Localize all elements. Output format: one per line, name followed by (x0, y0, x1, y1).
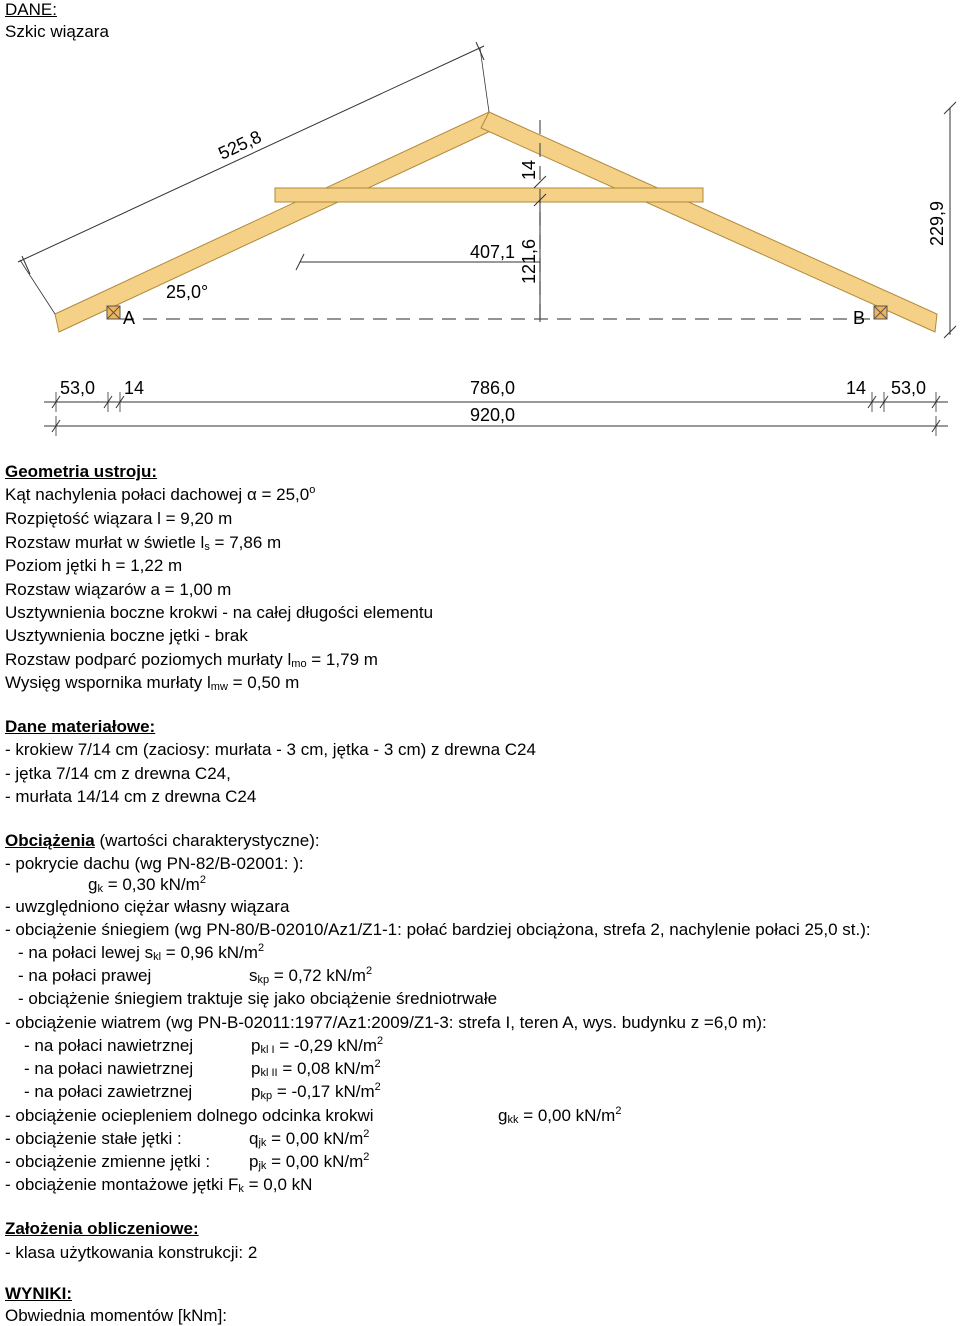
load-snow-right-label: - na połaci prawej (18, 966, 152, 985)
load-snow: - obciążenie śniegiem (wg PN-80/B-02010/Az1/Z1-1: połać bardziej obciążona, strefa 2, nachylenie połaci 25,0 st.): (5, 920, 871, 939)
geometry-angle: Kąt nachylenia połaci dachowej $\alpha = 25,0^o$ (5, 484, 316, 504)
load-roofing: - pokrycie dachu (wg PN-82/B-02001: ): (5, 854, 304, 873)
dim-collar-thickness: 14 (519, 159, 539, 180)
load-wind-1-label: - na połaci nawietrznej (24, 1036, 194, 1055)
support-a-label: A (123, 308, 136, 328)
geometry-collar-bracing: Usztywnienia boczne jętki - brak (5, 626, 248, 645)
load-collar-variable-label: - obciążenie zmienne jętki : (5, 1152, 211, 1171)
dim-left-overhang: 53,0 (60, 378, 96, 398)
results-heading: WYNIKI: (5, 1284, 73, 1303)
material-rafter: - krokiew 7/14 cm (zaciosy: murłata - 3 cm, jętka - 3 cm) z drewna C24 (5, 740, 536, 759)
load-collar-variable-value: $p_{jk} = 0,00$ $kN/m^2$ (249, 1151, 370, 1172)
geometry-plate-supports: Rozstaw podparć poziomych murłaty $l_{mo} = 1,79$ m (5, 650, 378, 670)
dim-left-plate: 14 (124, 378, 145, 398)
rafter-left (55, 112, 497, 332)
dim-total-height: 229,9 (927, 200, 947, 246)
dim-collar-span: 407,1 (470, 242, 516, 262)
truss-sketch (0, 0, 960, 440)
geometry-heading: Geometria ustroju: (5, 462, 158, 481)
geometry-plate-spacing: Rozstaw murłat w świetle $l_s = 7,86$ m (5, 533, 282, 553)
sketch-title: Szkic wiązara (5, 22, 109, 41)
dim-right-plate: 14 (846, 378, 867, 398)
dim-total-span: 920,0 (470, 405, 516, 425)
geometry-collar-level: Poziom jętki h = 1,22 m (5, 556, 183, 575)
load-wind: - obciążenie wiatrem (wg PN-B-02011:1977/Az1:2009/Z1-3: strefa I, teren A, wys. budynku z =6,0 m): (5, 1013, 767, 1032)
loads-heading: Obciążenia (wartości charakterystyczne): (5, 831, 320, 850)
load-wind-3-label: - na połaci zawietrznej (24, 1082, 193, 1101)
dim-rafter-length: 525,8 (215, 126, 265, 164)
angle-label: 25,0° (166, 282, 209, 302)
collar-tie (275, 188, 703, 202)
load-wind-2-label: - na połaci nawietrznej (24, 1059, 194, 1078)
geometry-rafter-bracing: Usztywnienia boczne krokwi - na całej długości elementu (5, 603, 434, 622)
support-b-label: B (853, 308, 866, 328)
load-insulation-label: - obciążenie ociepleniem dolnego odcinka krokwi (5, 1106, 374, 1125)
material-wall-plate: - murłata 14/14 cm z drewna C24 (5, 787, 257, 806)
material-collar: - jętka 7/14 cm z drewna C24, (5, 764, 231, 783)
rafter-right (481, 112, 937, 332)
load-snow-left: - na połaci lewej $s_{kl} = 0,96$ $kN/m^2$ (18, 942, 265, 963)
load-self-weight: - uwzględniono ciężar własny wiązara (5, 897, 290, 916)
load-wind-2-value: $p_{kl II} = 0,08$ $kN/m^2$ (251, 1058, 381, 1079)
dim-right-overhang: 53,0 (891, 378, 927, 398)
load-snow-right-value: $s_{kp} = 0,72$ $kN/m^2$ (249, 965, 373, 986)
geometry-truss-spacing: Rozstaw wiązarów a = 1,00 m (5, 580, 232, 599)
dim-clear-span: 786,0 (470, 378, 516, 398)
load-collar-permanent-label: - obciążenie stałe jętki : (5, 1129, 182, 1148)
geometry-plate-cantilever: Wysięg wspornika murłaty $l_{mw} = 0,50$ m (5, 673, 300, 693)
load-snow-duration: - obciążenie śniegiem traktuje się jako obciążenie średniotrwałe (18, 989, 498, 1008)
load-insulation-value: $g_{kk} = 0,00$ $kN/m^2$ (498, 1105, 622, 1126)
dim-collar-height: 121,6 (519, 238, 539, 284)
dane-heading: DANE: (5, 0, 57, 19)
load-wind-3-value: $p_{kp} = -0,17$ $kN/m^2$ (251, 1081, 381, 1102)
results-moment-envelope: Obwiednia momentów [kNm]: (5, 1306, 228, 1325)
materials-heading: Dane materiałowe: (5, 717, 156, 736)
load-collar-assembly: - obciążenie montażowe jętki $F_k = 0,0$ kN (5, 1175, 313, 1195)
load-collar-permanent-value: $q_{jk} = 0,00$ $kN/m^2$ (249, 1128, 370, 1149)
load-roofing-value: $g_k = 0,30$ $kN/m^2$ (88, 874, 206, 895)
geometry-span: Rozpiętość wiązara l = 9,20 m (5, 509, 233, 528)
assumptions-heading: Założenia obliczeniowe: (5, 1219, 199, 1238)
load-wind-1-value: $p_{kl I} = -0,29$ $kN/m^2$ (251, 1035, 384, 1056)
assumption-service-class: - klasa użytkowania konstrukcji: 2 (5, 1243, 258, 1262)
